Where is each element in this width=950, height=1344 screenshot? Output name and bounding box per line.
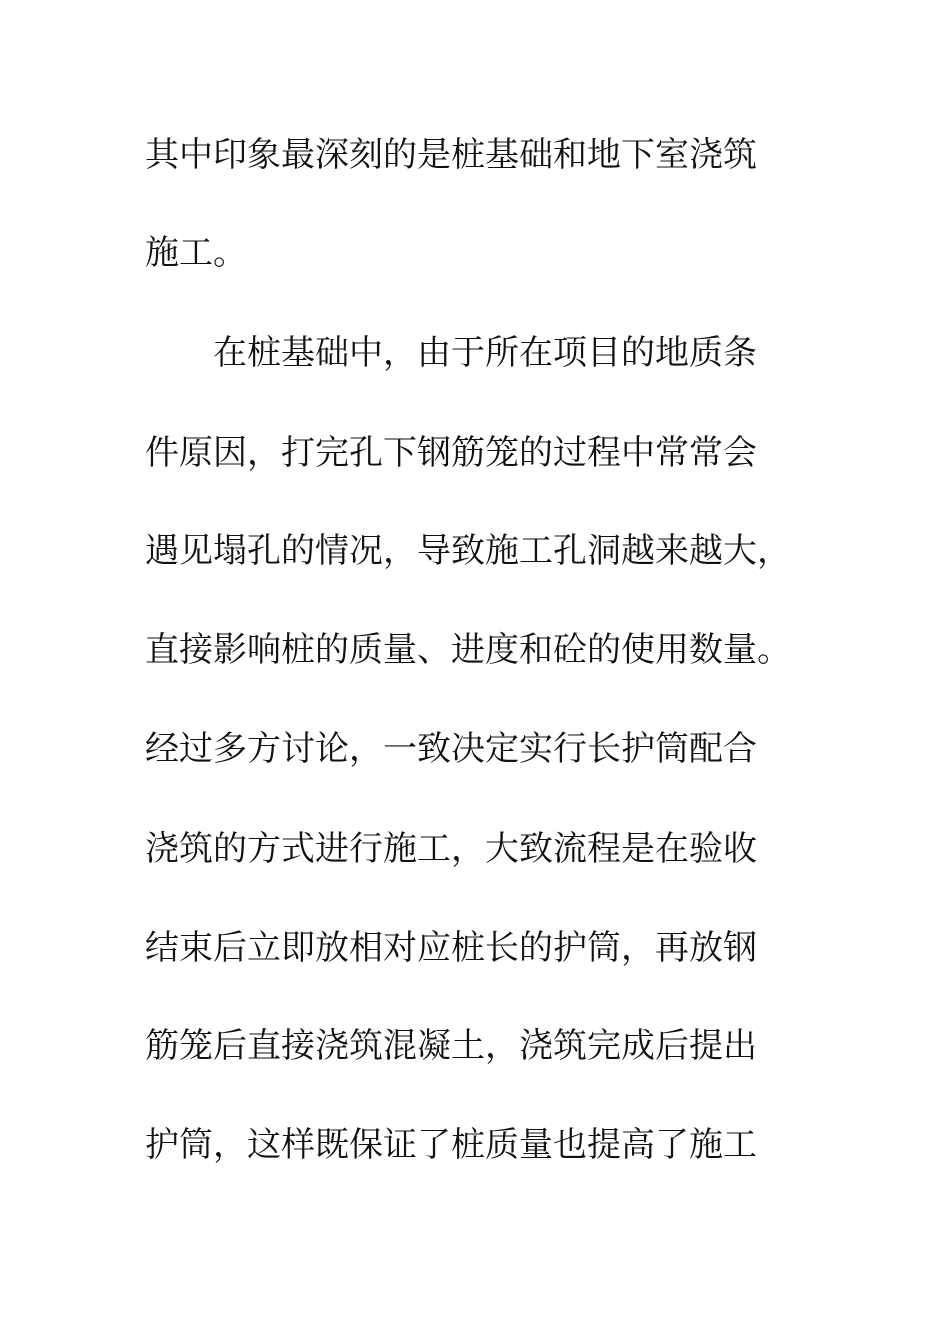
- text-line-9: 结束后立即放相对应桩长的护筒，再放钢: [145, 928, 757, 968]
- text-line-4: 件原因，打完孔下钢筋笼的过程中常常会: [145, 433, 757, 473]
- text-line-8: 浇筑的方式进行施工，大致流程是在验收: [145, 829, 757, 869]
- paragraph-start-line: 在桩基础中，由于所在项目的地质条: [213, 333, 757, 373]
- text-line-11: 护筒，这样既保证了桩质量也提高了施工: [145, 1125, 757, 1165]
- text-line-10: 筋笼后直接浇筑混凝土，浇筑完成后提出: [145, 1026, 757, 1066]
- text-line-2: 施工。: [145, 233, 247, 273]
- text-line-6: 直接影响桩的质量、进度和砼的使用数量。: [145, 630, 791, 670]
- text-line-5: 遇见塌孔的情况，导致施工孔洞越来越大，: [145, 531, 791, 571]
- text-line-1: 其中印象最深刻的是桩基础和地下室浇筑: [145, 135, 757, 175]
- text-line-7: 经过多方讨论，一致决定实行长护筒配合: [145, 729, 757, 769]
